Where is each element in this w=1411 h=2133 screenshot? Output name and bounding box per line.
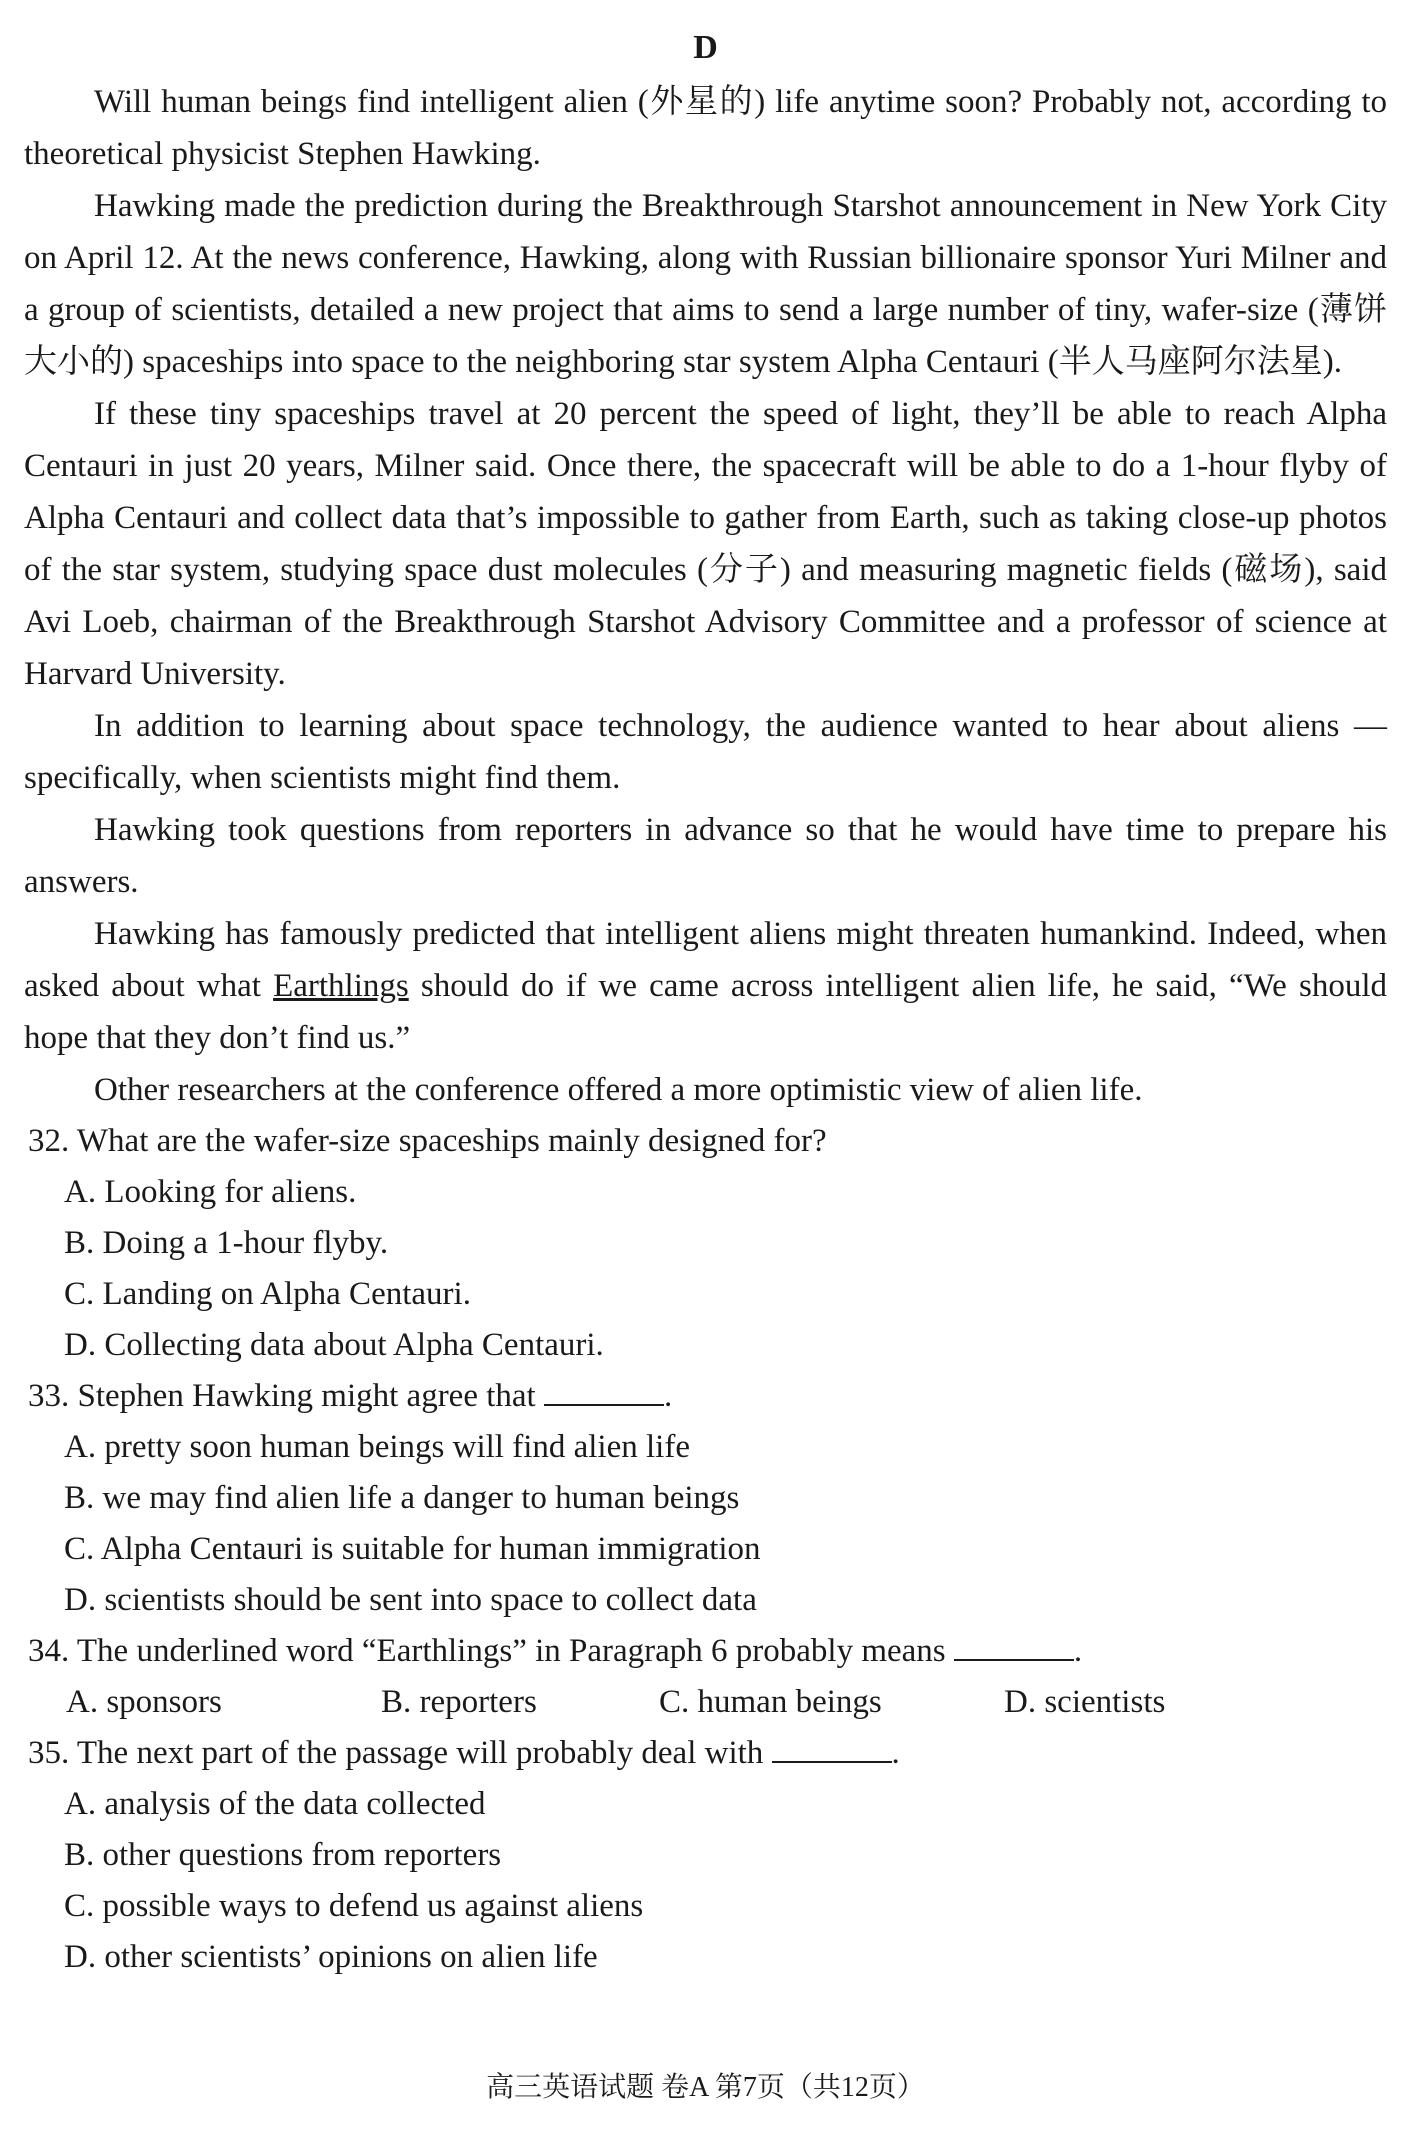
passage-paragraph-7: Other researchers at the conference offered a more optimistic view of alien life. <box>94 1072 1143 1108</box>
underlined-word-earthlings: Earthlings <box>273 968 409 1004</box>
question-32-option-d: D. Collecting data about Alpha Centauri. <box>64 1327 604 1363</box>
question-34-options <box>24 1677 1387 1728</box>
question-33 <box>24 1371 1387 1626</box>
passage-paragraph-6 <box>24 908 1387 1064</box>
question-33-option-d: D. scientists should be sent into space to collect data <box>64 1582 757 1618</box>
question-32-option-b: B. Doing a 1-hour flyby. <box>64 1225 389 1261</box>
question-35-option-d: D. other scientists’ opinions on alien life <box>64 1939 598 1975</box>
question-34-stem: 34. The underlined word “Earthlings” in Paragraph 6 probably means <box>28 1633 946 1669</box>
question-35-stem: 35. The next part of the passage will probably deal with <box>28 1735 764 1771</box>
reading-passage <box>24 76 1387 1116</box>
question-34-option-b: B. reporters <box>381 1684 537 1720</box>
question-35-option-a: A. analysis of the data collected <box>64 1786 486 1822</box>
passage-paragraph-1: Will human beings find intelligent alien (外星的) life anytime soon? Probably not, according to theoretical physicist Stephen Hawking. <box>24 84 1387 172</box>
question-35-option-b: B. other questions from reporters <box>64 1837 502 1873</box>
passage-paragraph-5: Hawking took questions from reporters in advance so that he would have time to prepare his answers. <box>24 812 1387 900</box>
question-34-option-d: D. scientists <box>1004 1684 1166 1720</box>
question-list <box>24 1116 1387 1983</box>
question-33-stem: 33. Stephen Hawking might agree that <box>28 1378 536 1414</box>
question-34 <box>24 1626 1387 1728</box>
page-footer: 高三英语试题 卷A 第7页（共12页） <box>486 2072 925 2103</box>
paragraph-6-text-before: Hawking has famously predicted that intelligent aliens might threaten humankind. Indeed, when asked about what <box>24 916 1387 1004</box>
answer-blank <box>544 1378 664 1406</box>
answer-blank <box>954 1633 1074 1661</box>
question-32-option-c: C. Landing on Alpha Centauri. <box>64 1276 471 1312</box>
passage-paragraph-2: Hawking made the prediction during the Breakthrough Starshot announcement in New York City on April 12. At the news conference, Hawking, along with Russian billionaire sponsor Yuri Milner and a group of scientists, detailed a new project that aims to send a large number of tiny, wafer-size (薄饼大小的) spaceships into space to the neighboring star system Alpha Centauri (半人马座阿尔法星). <box>24 188 1387 380</box>
question-35 <box>24 1728 1387 1983</box>
question-33-option-b: B. we may find alien life a danger to human beings <box>64 1480 740 1516</box>
passage-paragraph-3: If these tiny spaceships travel at 20 percent the speed of light, they’ll be able to reach Alpha Centauri in just 20 years, Milner said. Once there, the spacecraft will be able to do a 1-hour flyby of Alpha Centauri and collect data that’s impossible to gather from Earth, such as taking close-up photos of the star system, studying space dust molecules (分子) and measuring magnetic fields (磁场), said Avi Loeb, chairman of the Breakthrough Starshot Advisory Committee and a professor of science at Harvard University. <box>24 396 1387 692</box>
question-33-option-c: C. Alpha Centauri is suitable for human immigration <box>64 1531 761 1567</box>
question-35-stem-line: 35. The next part of the passage will probably deal with . <box>28 1735 900 1771</box>
question-35-option-c: C. possible ways to defend us against aliens <box>64 1888 644 1924</box>
question-32-option-a: A. Looking for aliens. <box>64 1174 357 1210</box>
question-33-stem-line: 33. Stephen Hawking might agree that . <box>28 1378 673 1414</box>
question-32 <box>24 1116 1387 1371</box>
question-34-option-c: C. human beings <box>659 1684 882 1720</box>
question-32-stem: 32. What are the wafer-size spaceships mainly designed for? <box>28 1123 827 1159</box>
answer-blank <box>772 1735 892 1763</box>
question-34-stem-line: 34. The underlined word “Earthlings” in Paragraph 6 probably means . <box>28 1633 1083 1669</box>
section-title: D <box>693 29 718 66</box>
question-33-option-a: A. pretty soon human beings will find alien life <box>64 1429 690 1465</box>
question-34-option-a: A. sponsors <box>66 1684 222 1720</box>
paragraph-6-text-after: should do if we came across intelligent alien life, he said, “We should hope that they don’t find us.” <box>24 968 1387 1056</box>
passage-paragraph-4: In addition to learning about space technology, the audience wanted to hear about aliens — specifically, when scientists might find them. <box>24 708 1387 796</box>
